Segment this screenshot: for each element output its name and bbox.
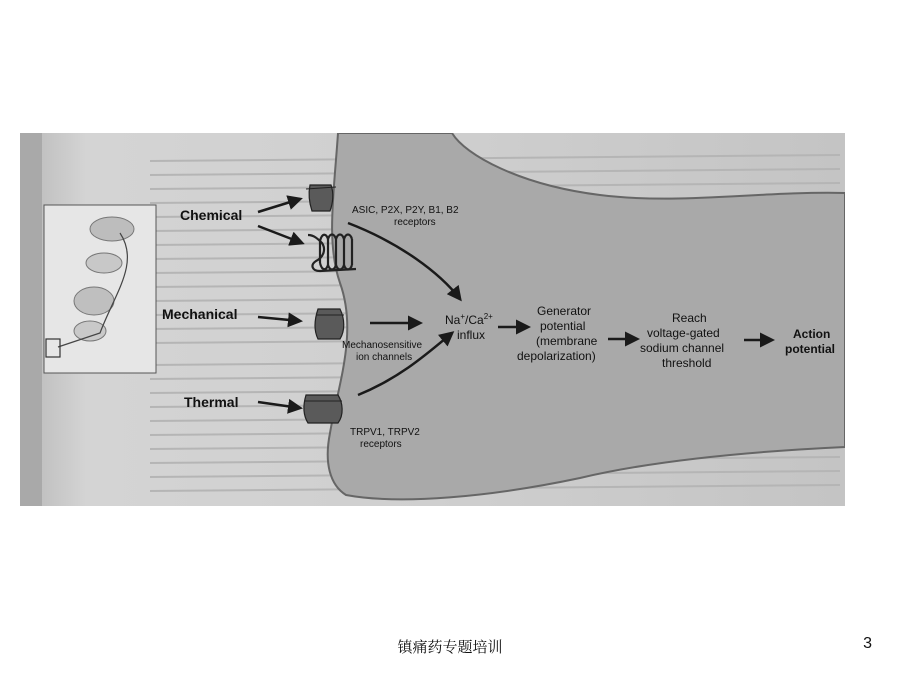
mechano-channels-label-line2: ion channels (356, 352, 413, 363)
action-potential-line2: potential (785, 342, 835, 356)
threshold-line4: threshold (662, 356, 712, 370)
stimulus-label-chemical: Chemical (180, 207, 243, 223)
stimulus-label-thermal: Thermal (184, 394, 239, 410)
mechano-channels-label-line1: Mechanosensitive (342, 340, 423, 351)
generator-potential-line3: (membrane (536, 334, 598, 348)
chemical-receptors-label-line2: receptors (394, 217, 436, 228)
stimulus-label-mechanical: Mechanical (162, 306, 238, 322)
trpv-receptors-label-line2: receptors (360, 439, 402, 450)
generator-potential-line4: depolarization) (517, 349, 596, 363)
threshold-line2: voltage-gated (647, 326, 720, 340)
trpv-receptors-label-line1: TRPV1, TRPV2 (350, 427, 420, 438)
trpv-channel-icon (304, 395, 342, 423)
generator-potential-line1: Generator (537, 304, 592, 318)
threshold-line1: Reach (672, 311, 707, 325)
page-number: 3 (863, 635, 872, 652)
asic-receptor-icon (306, 185, 336, 211)
mechanosensitive-channel-icon (315, 309, 344, 339)
threshold-line3: sodium channel (640, 341, 725, 355)
influx-label-line2: influx (457, 328, 486, 342)
spinal-cord-inset (44, 205, 156, 373)
influx-label-line1: $Na^+/Ca^{2+}$ (445, 312, 493, 327)
action-potential-line1: Action (793, 327, 831, 341)
left-scan-shadow (20, 133, 42, 506)
nociceptor-transduction-figure (20, 133, 845, 506)
chemical-receptors-label-line1: ASIC, P2X, P2Y, B1, B2 (352, 205, 459, 216)
footer-title: 镇痛药专题培训 (397, 638, 503, 656)
generator-potential-line2: potential (540, 319, 586, 333)
